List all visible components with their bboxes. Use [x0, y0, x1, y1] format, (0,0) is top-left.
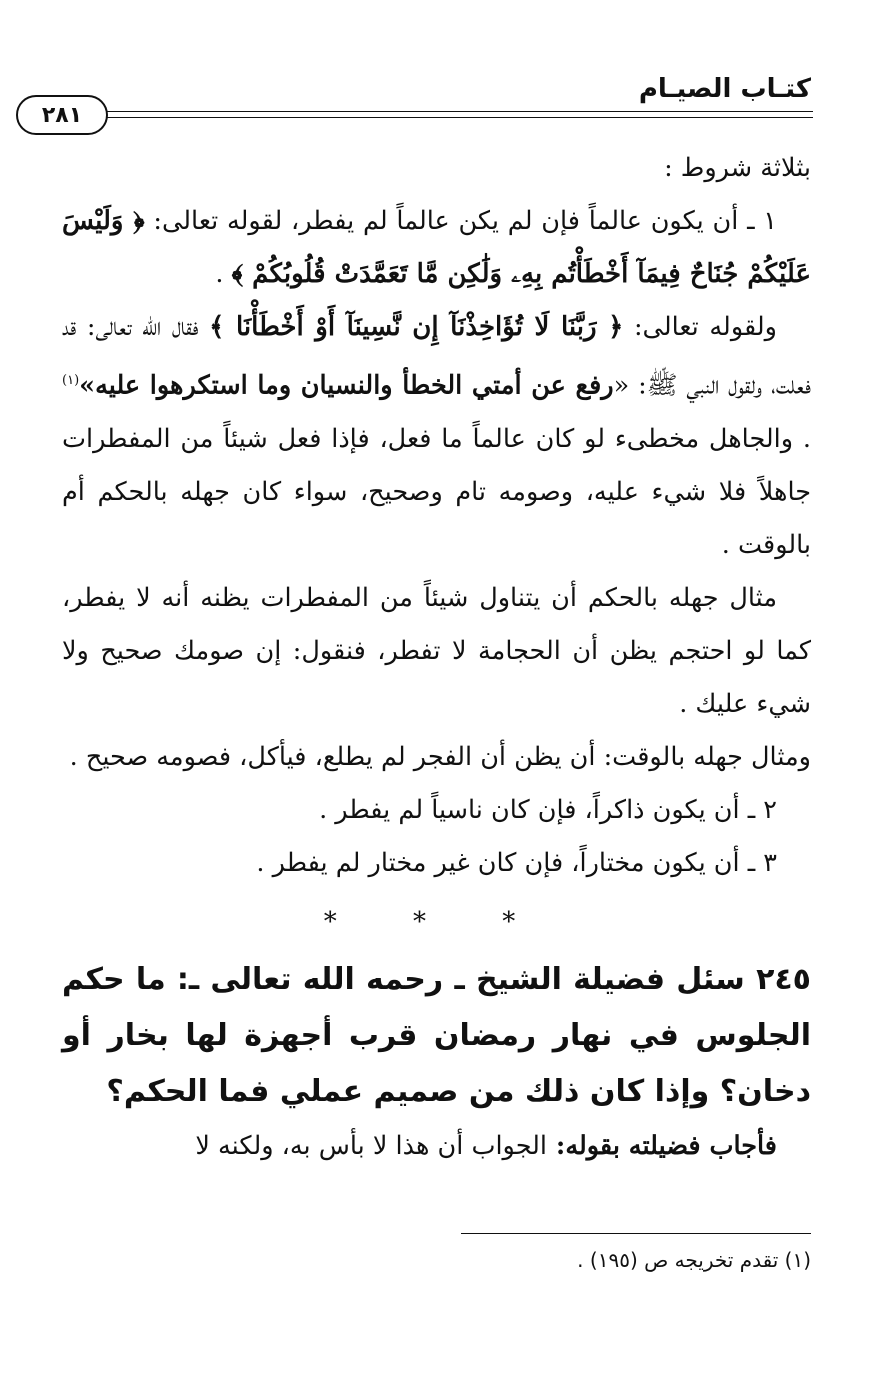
answer-lead: فأجاب فضيلته بقوله: — [547, 1130, 777, 1161]
answer-paragraph — [62, 1120, 811, 1173]
condition-1-text: ١ ـ أن يكون عالماً فإن لم يكن عالماً لم يفطر، لقوله تعالى: — [144, 206, 777, 236]
condition-3-paragraph: ٣ ـ أن يكون مختاراً، فإن كان غير مختار لم يفطر . — [256, 847, 777, 878]
body-text — [62, 142, 811, 1173]
condition-2-paragraph: ٢ ـ أن يكون ذاكراً، فإن كان ناسياً لم يفطر . — [319, 794, 777, 825]
section-divider-stars: * * * — [323, 906, 550, 937]
page-number: ٢٨١ — [16, 95, 108, 135]
evidence-text-b: فقال الله تعالى: قد فعلت، ولقول النبي ﷺ: « — [62, 312, 811, 401]
intro-paragraph: بثلاثة شروط : — [664, 153, 811, 183]
footnote-marker: (١) — [62, 373, 80, 388]
example-time-paragraph: ومثال جهله بالوقت: أن يظن أن الفجر لم يطلع، فيأكل، فصومه صحيح . — [69, 741, 811, 772]
quran-verse-2: ﴿ رَبَّنَا لَا تُؤَاخِذْنَآ إِن نَّسِينَآ أَوْ أَخْطَأْنَا ﴾ — [209, 312, 624, 342]
example-ruling-paragraph: مثال جهله بالحكم أن يتناول شيئاً من المفطرات يظنه أنه لا يفطر، كما لو احتجم يظن أن الحجامة لا تفطر، فنقول: إن صومك صحيح ولا شيء عليك . — [62, 582, 811, 719]
quran-verse-1: ﴿ وَلَيْسَ عَلَيْكُمْ جُنَاحٌ فِيمَآ أَخْطَأْتُم بِهِۦ وَلَٰكِن مَّا تَعَمَّدَتْ قُلُوبُكُمْ ﴾ — [62, 206, 811, 289]
condition-1-paragraph — [62, 195, 811, 301]
footnote-rule — [461, 1233, 811, 1234]
header-rule-double — [100, 117, 813, 118]
hadith-close: » — [79, 370, 96, 401]
evidence-text-d: . والجاهل مخطىء لو كان عالماً ما فعل، فإذا فعل شيئاً من المفطرات جاهلاً فلا شيء عليه، وصومه تام وصحيح، سواء كان جهله بالحكم أم بالوقت . — [62, 423, 811, 560]
evidence-paragraph — [62, 301, 811, 572]
question-heading: ٢٤٥ سئل فضيلة الشيخ ـ رحمه الله تعالى ـ: ما حكم الجلوس في نهار رمضان قرب أجهزة لها بخار أو دخان؟ وإذا كان ذلك من صميم عملي فما الحكم؟ — [62, 961, 811, 1109]
footnote: (١) تقدم تخريجه ص (١٩٥) . — [577, 1248, 811, 1272]
condition-1-end: . — [215, 259, 232, 289]
evidence-text-a: ولقوله تعالى: — [623, 312, 777, 342]
running-title: كتـاب الصيـام — [638, 74, 811, 104]
hadith-text: رفع عن أمتي الخطأ والنسيان وما استكرهوا عليه — [95, 370, 614, 401]
answer-text: الجواب أن هذا لا بأس به، ولكنه لا — [195, 1130, 548, 1161]
header-rule — [100, 111, 813, 112]
